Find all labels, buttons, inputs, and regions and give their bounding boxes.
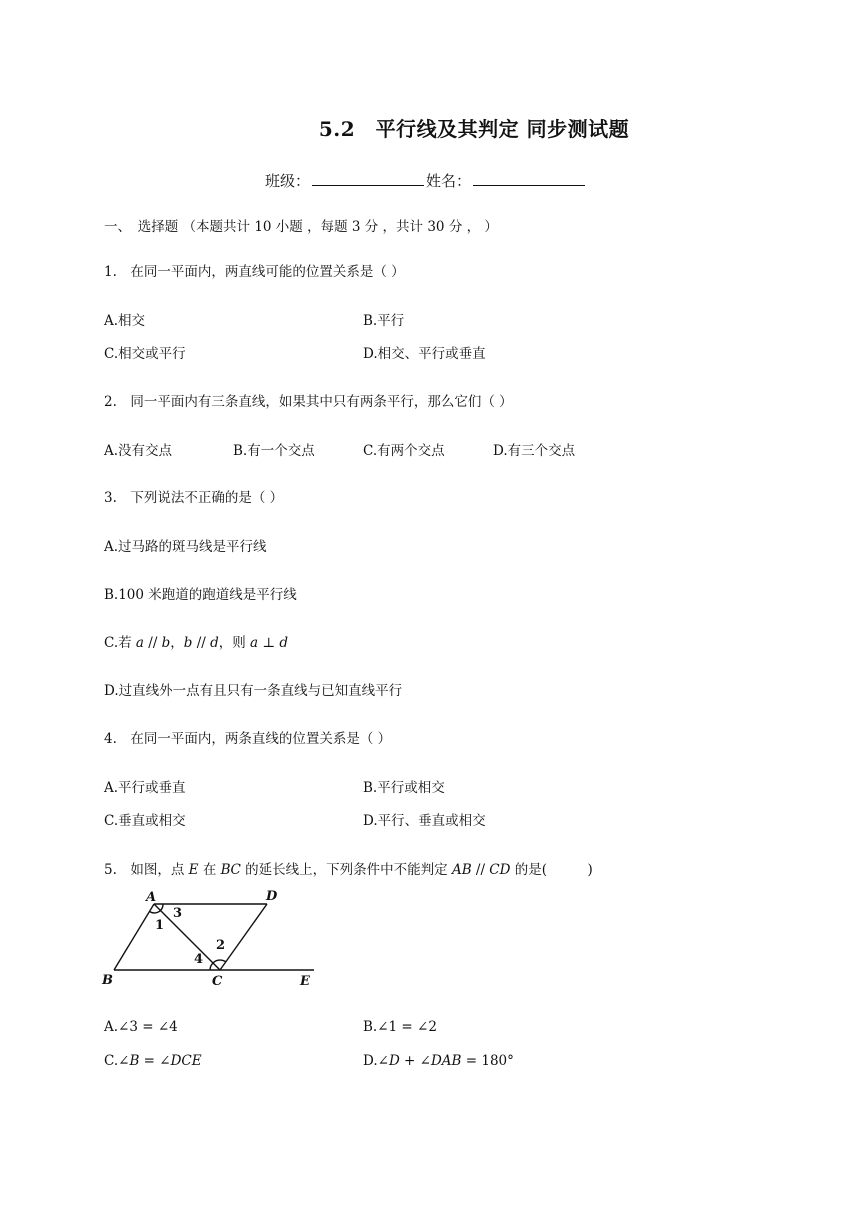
option-d: D.∠𝐷 + ∠𝐷𝐴𝐵 = 180° bbox=[363, 1053, 514, 1069]
question-stem: 4. 在同一平面内，两条直线的位置关系是（ ） bbox=[104, 731, 392, 747]
option-b: B.平行或相交 bbox=[363, 780, 445, 796]
page-title: 5.2 平行线及其判定 同步测试题 bbox=[318, 117, 630, 141]
segment-cd bbox=[220, 904, 267, 970]
question-stem: 5. 如图，点 𝐸 在 𝐵𝐶 的延长线上，下列条件中不能判定 𝐴𝐵 // 𝐶𝐷 的是( ) bbox=[104, 862, 593, 878]
point-label-a: A bbox=[146, 890, 157, 905]
point-label-e: E bbox=[300, 974, 310, 989]
point-label-c: C bbox=[212, 974, 223, 989]
option-b: B.有一个交点 bbox=[233, 443, 315, 459]
class-label: 班级： bbox=[265, 172, 311, 190]
question-stem: 3. 下列说法不正确的是（ ） bbox=[104, 490, 284, 506]
option-a: A.过马路的斑马线是平行线 bbox=[104, 539, 267, 555]
name-label: 姓名： bbox=[426, 172, 472, 190]
option-a: A.∠3 = ∠4 bbox=[104, 1019, 178, 1035]
option-b: B.平行 bbox=[363, 313, 405, 329]
angle-label-3: 3 bbox=[173, 906, 183, 921]
option-a: A.没有交点 bbox=[104, 443, 173, 459]
option-d: D.相交、平行或垂直 bbox=[363, 346, 486, 362]
point-label-b: B bbox=[102, 973, 113, 988]
option-c: C.垂直或相交 bbox=[104, 813, 186, 829]
segment-ac bbox=[154, 904, 220, 970]
question-stem: 2. 同一平面内有三条直线，如果其中只有两条平行，那么它们（ ） bbox=[104, 394, 513, 410]
student-info bbox=[265, 170, 587, 191]
option-b: B.100 米跑道的跑道线是平行线 bbox=[104, 587, 297, 603]
option-b: B.∠1 = ∠2 bbox=[363, 1019, 437, 1035]
geometry-figure bbox=[98, 884, 320, 992]
angle-arc-2 bbox=[213, 960, 226, 963]
angle-arc-1 bbox=[150, 911, 161, 913]
option-d: D.有三个交点 bbox=[493, 443, 576, 459]
class-blank bbox=[312, 171, 424, 186]
option-c: C.有两个交点 bbox=[363, 443, 445, 459]
angle-label-2: 2 bbox=[216, 938, 226, 953]
option-c: C.∠𝐵 = ∠𝐷𝐶𝐸 bbox=[104, 1053, 202, 1069]
angle-label-1: 1 bbox=[155, 918, 165, 933]
angle-label-4: 4 bbox=[194, 952, 204, 967]
angle-arc-4 bbox=[210, 963, 213, 970]
angle-arc-3 bbox=[161, 904, 164, 911]
point-label-d: D bbox=[266, 889, 278, 904]
segment-ab bbox=[114, 904, 154, 970]
name-blank bbox=[473, 171, 585, 186]
section-heading: 一、 选择题 （本题共计 10 小题 ，每题 3 分 ，共计 30 分 ， ） bbox=[104, 219, 498, 235]
option-d: D.平行、垂直或相交 bbox=[363, 813, 486, 829]
option-c: C.若 𝑎 // 𝑏，𝑏 // 𝑑，则 𝑎 ⊥ 𝑑 bbox=[104, 635, 289, 651]
option-d: D.过直线外一点有且只有一条直线与已知直线平行 bbox=[104, 683, 403, 699]
option-a: A.相交 bbox=[104, 313, 146, 329]
option-a: A.平行或垂直 bbox=[104, 780, 186, 796]
option-c: C.相交或平行 bbox=[104, 346, 186, 362]
question-stem: 1. 在同一平面内，两直线可能的位置关系是（ ） bbox=[104, 264, 405, 280]
